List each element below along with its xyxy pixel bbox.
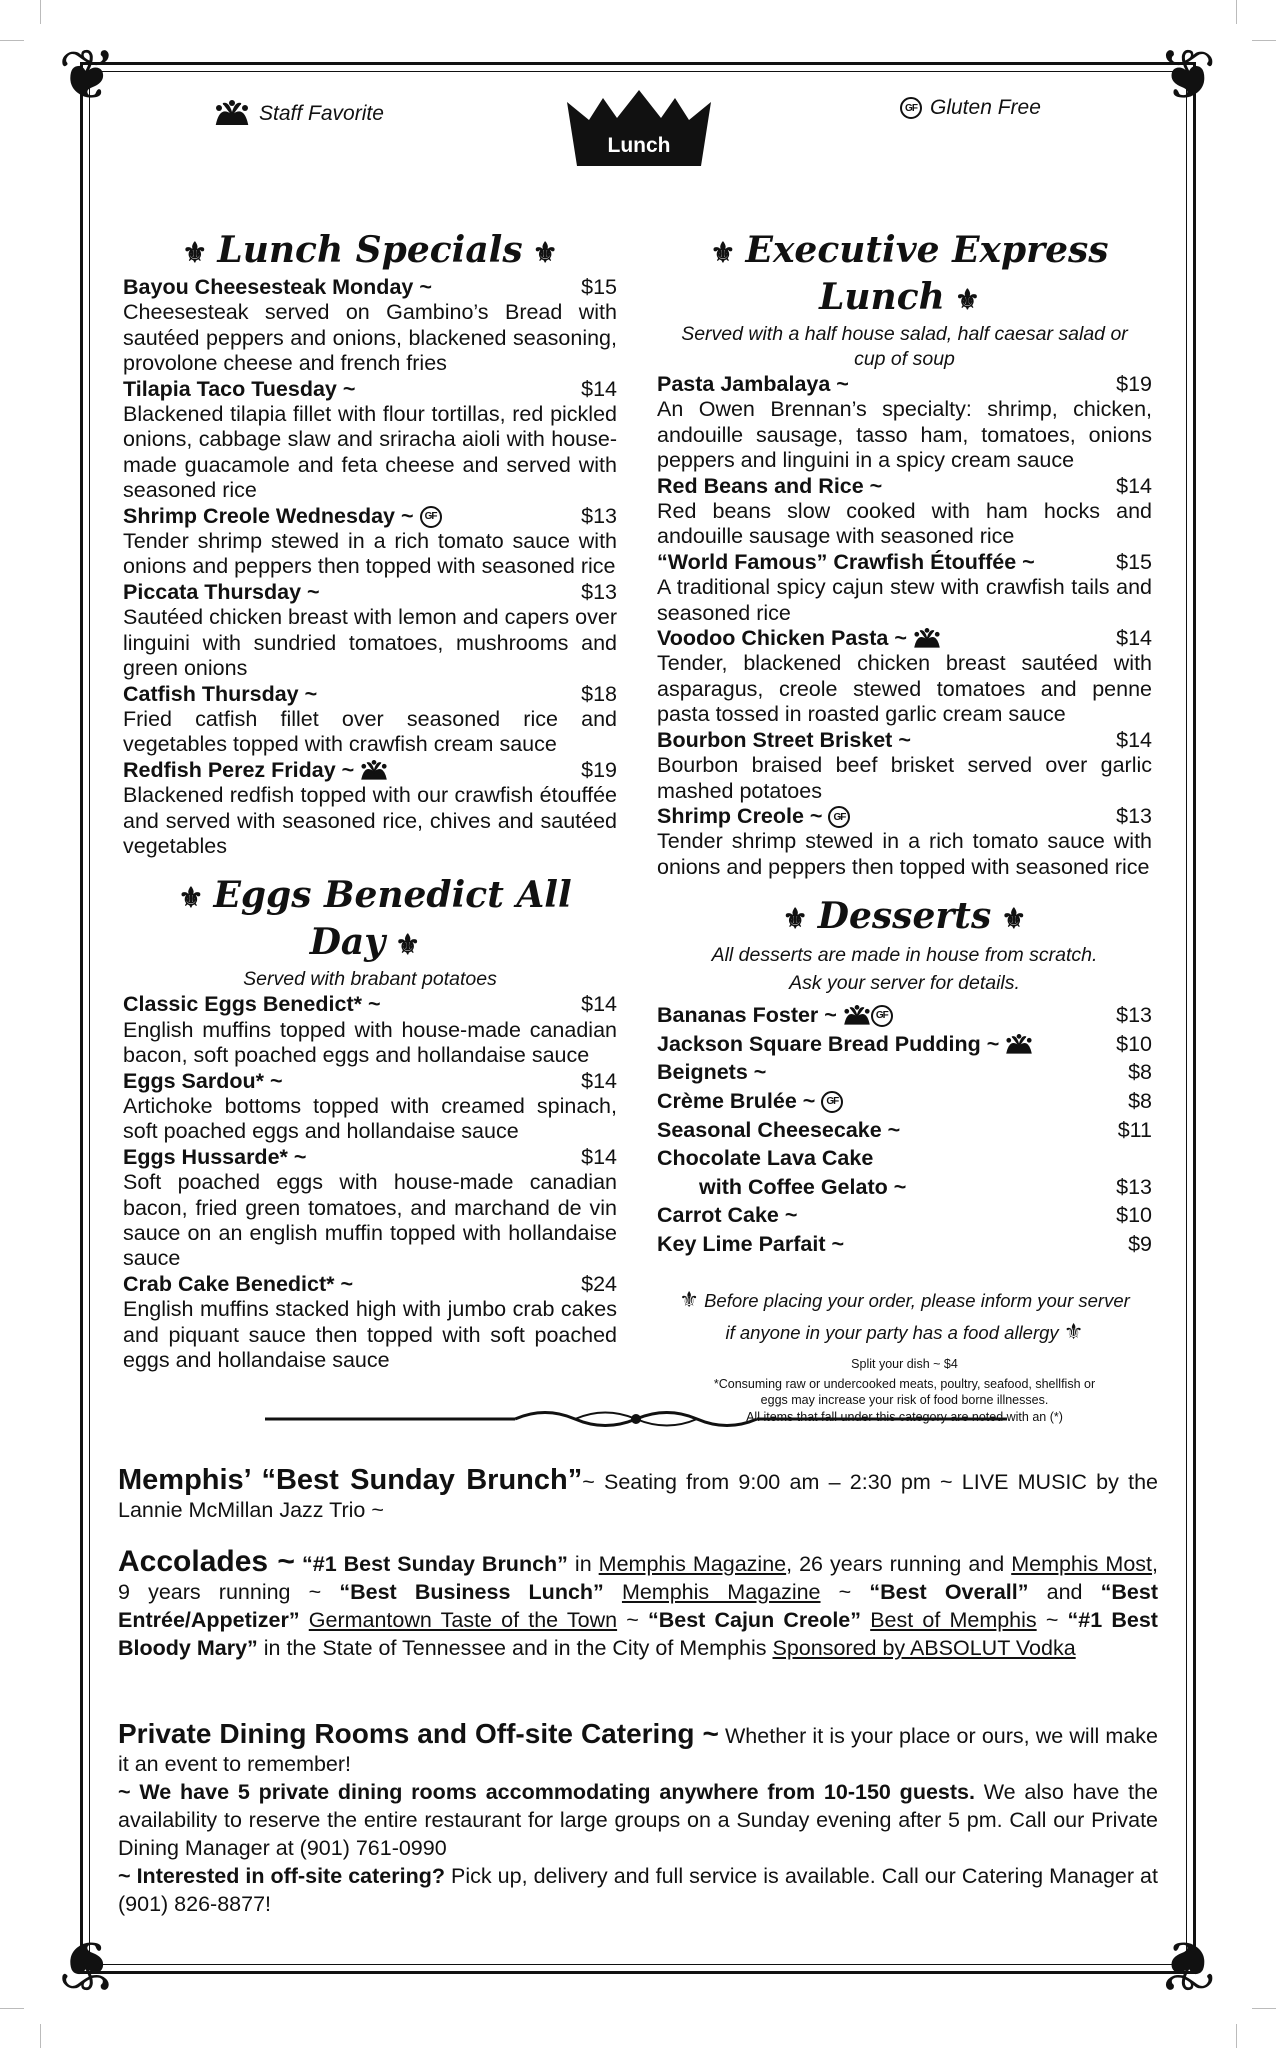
private-dining-title: Private Dining Rooms and Off-site Catering ~: [118, 1718, 719, 1749]
item-price: $14: [581, 992, 617, 1017]
item-description: Cheesesteak served on Gambino’s Bread with sautéed peppers and onions, blackened seasoning, provolone cheese and french fries: [123, 300, 617, 376]
allergy-note: ⚜ Before placing your order, please inform your server if anyone in your party has a food allergy ⚜: [679, 1287, 1130, 1345]
dessert-item: with Coffee Gelato ~ $13: [699, 1174, 1152, 1199]
item-description: English muffins stacked high with jumbo crab cakes and piquant sauce then topped with soft poached eggs and hollandaise sauce: [123, 1297, 617, 1373]
fleur-de-lis-icon: ⚜: [782, 902, 808, 936]
corner-flourish-icon: ❦: [58, 1924, 117, 2006]
lunch-specials-title: ⚜ Lunch Specials ⚜: [182, 229, 558, 271]
item-price: $13: [1116, 803, 1152, 828]
crop-mark: [1252, 2008, 1276, 2009]
gluten-free-icon: GF: [871, 1005, 893, 1027]
eggs-benedict-subtitle: Served with brabant potatoes: [243, 968, 497, 991]
item-description: Tender, blackened chicken breast sautéed with asparagus, creole stewed tomatoes and penne pasta tossed in roasted garlic cream sauce: [657, 651, 1152, 727]
item-price: $15: [1116, 549, 1152, 574]
item-price: $14: [581, 1068, 617, 1093]
desserts-subtitle: All desserts are made in house from scratch.: [711, 944, 1098, 967]
item-description: Tender shrimp stewed in a rich tomato sauce with onions and peppers then topped with seasoned rice: [657, 829, 1152, 879]
dessert-item: Carrot Cake ~ $10: [657, 1203, 1152, 1228]
menu-item: [123, 580, 617, 682]
item-name: Shrimp Creole Wednesday ~: [123, 503, 414, 528]
item-name: Bayou Cheesesteak Monday ~: [123, 275, 432, 299]
item-price: $15: [581, 275, 617, 299]
brunch-text: ~ Seating from 9:00 am – 2:30 pm ~ LIVE MUSIC by the Lannie McMillan Jazz Trio ~: [118, 1470, 1158, 1522]
executive-express-title: ⚜ Executive Express Lunch ⚜: [710, 229, 1109, 318]
desserts-subtitle: Ask your server for details.: [789, 972, 1020, 995]
corner-flourish-icon: ❦: [1158, 1924, 1217, 2006]
item-price: $14: [1116, 473, 1152, 498]
accolades-title: Accolades ~: [118, 1545, 295, 1578]
fleur-de-lis-icon: ⚜: [679, 1287, 699, 1313]
staff-favorite-label: Staff Favorite: [259, 102, 384, 125]
menu-item: [657, 804, 1152, 880]
dessert-item: Bananas Foster ~ GF $13: [657, 1003, 1152, 1028]
item-name: Catfish Thursday ~: [123, 681, 318, 706]
jester-hat-icon: [913, 628, 941, 650]
item-name: “World Famous” Crawfish Étouffée ~: [657, 549, 1035, 574]
item-description: Bourbon braised beef brisket served over garlic mashed potatoes: [657, 753, 1152, 803]
gluten-free-icon: GF: [420, 506, 442, 528]
item-name: Pasta Jambalaya ~: [657, 372, 849, 396]
item-name: Eggs Hussarde* ~: [123, 1144, 307, 1169]
item-description: Sautéed chicken breast with lemon and capers over linguini with sundried tomatoes, mushrooms and green onions: [123, 605, 617, 681]
corner-flourish-icon: ❦: [1158, 34, 1217, 116]
accolades-section: Accolades ~ “#1 Best Sunday Brunch” in Memphis Magazine, 26 years running and Memphis Most, 9 years running ~ “Best Business Lunch” Memphis Magazine ~ “Best Overall” and “Best Entrée/Appetizer” Germantown Taste of the Town ~ “Best Cajun Creole” Best of Memphis ~ “#1 Best Bloody Mary” in the State of Tennessee and in the City of Memphis Sponsored by ABSOLUT Vodka: [118, 1545, 1158, 1660]
fleur-de-lis-icon: ⚜: [178, 881, 204, 915]
menu-item: [657, 474, 1152, 550]
dessert-item: Key Lime Parfait ~ $9: [657, 1231, 1152, 1256]
menu-item: [657, 550, 1152, 626]
item-price: $14: [581, 376, 617, 401]
fleur-de-lis-icon: ⚜: [532, 236, 558, 269]
eggs-benedict-title: ⚜ Eggs Benedict All Day ⚜: [178, 874, 572, 964]
menu-item: [123, 992, 617, 1068]
crop-mark: [40, 2024, 41, 2048]
item-name: Classic Eggs Benedict* ~: [123, 992, 381, 1017]
item-description: A traditional spicy cajun stew with crawfish tails and seasoned rice: [657, 575, 1152, 625]
fleur-de-lis-icon: ⚜: [395, 928, 421, 962]
fleur-de-lis-icon: ⚜: [954, 283, 980, 316]
fleur-de-lis-icon: ⚜: [182, 236, 208, 269]
dessert-item: Jackson Square Bread Pudding ~ $10: [657, 1031, 1152, 1056]
fleur-de-lis-icon: ⚜: [1001, 902, 1027, 936]
menu-item: [123, 758, 617, 860]
gluten-free-icon: GF: [821, 1091, 843, 1113]
jester-hat-icon: [843, 1005, 871, 1027]
item-description: Blackened tilapia fillet with flour tortillas, red pickled onions, cabbage slaw and sriracha aioli with house-made guacamole and feta cheese and served with seasoned rice: [123, 402, 617, 503]
item-description: Tender shrimp stewed in a rich tomato sauce with onions and peppers then topped with seasoned rice: [123, 529, 617, 579]
menu-item: [123, 1145, 617, 1272]
menu-item: [657, 626, 1152, 728]
item-price: $18: [581, 681, 617, 706]
desserts-title: ⚜ Desserts ⚜: [782, 895, 1027, 938]
menu-item: [123, 682, 617, 758]
crop-mark: [1236, 2024, 1237, 2048]
item-price: $13: [581, 579, 617, 604]
crop-mark: [0, 40, 24, 41]
crown-label: Lunch: [607, 134, 671, 157]
fleur-de-lis-icon: ⚜: [710, 236, 736, 269]
crop-mark: [0, 2008, 24, 2009]
item-description: An Owen Brennan’s specialty: shrimp, chicken, andouille sausage, tasso ham, tomatoes, onions peppers and linguini in a spicy cream sauce: [657, 397, 1152, 473]
item-price: $19: [1116, 372, 1152, 396]
jester-hat-icon: [1005, 1034, 1033, 1056]
menu-item: [123, 1272, 617, 1374]
item-name: Bourbon Street Brisket ~: [657, 727, 911, 752]
gluten-free-legend: [900, 96, 1041, 120]
menu-item: [123, 275, 617, 377]
fine-print: Split your dish ~ $4 *Consuming raw or undercooked meats, poultry, seafood, shellfish or eggs may increase your risk of food borne illnesses. All items that fall under this category are noted with an (*): [713, 1357, 1096, 1424]
brunch-section: [118, 1466, 1158, 1524]
menu-item: [123, 1069, 617, 1145]
menu-item: [123, 377, 617, 504]
item-description: Soft poached eggs with house-made canadian bacon, fried green tomatoes, and marchand de vin sauce on an english muffin topped with hollandaise sauce: [123, 1170, 617, 1271]
item-name: Shrimp Creole ~: [657, 803, 823, 828]
executive-express-subtitle: Served with a half house salad, half caesar salad or cup of soup: [681, 323, 1128, 370]
item-price: $14: [1116, 626, 1152, 651]
item-name: Eggs Sardou* ~: [123, 1068, 283, 1093]
right-column: [657, 228, 1152, 1425]
jester-hat-icon: [215, 100, 249, 128]
item-name: Tilapia Taco Tuesday ~: [123, 376, 356, 401]
item-price: $14: [581, 1144, 617, 1169]
dessert-item: Beignets ~ $8: [657, 1060, 1152, 1085]
crop-mark: [1252, 40, 1276, 41]
left-column: [123, 228, 617, 1373]
item-name: Red Beans and Rice ~: [657, 473, 883, 498]
item-name: Voodoo Chicken Pasta ~: [657, 626, 907, 651]
dessert-item: Crème Brulée ~ GF $8: [657, 1088, 1152, 1113]
brunch-title: Memphis’ “Best Sunday Brunch”: [118, 1464, 583, 1496]
item-name: Redfish Perez Friday ~: [123, 757, 355, 782]
crop-mark: [40, 0, 41, 24]
item-price: $14: [1116, 727, 1152, 752]
menu-item: [123, 504, 617, 580]
dessert-item: Chocolate Lava Cake: [657, 1146, 874, 1171]
item-price: $13: [581, 503, 617, 528]
private-dining-section: Private Dining Rooms and Off-site Catering ~ Whether it is your place or ours, we will make it an event to remember! ~ We have 5 private dining rooms accommodating anywhere from 10-150 guests. We also have the availability to reserve the entire restaurant for large groups on a Sunday evening after 5 pm. Call our Private Dining Manager at (901) 761-0990 ~ Interested in off-site catering? Pick up, delivery and full service is available. Call our Catering Manager at (901) 826-8877!: [118, 1718, 1158, 1916]
item-description: Fried catfish fillet over seasoned rice and vegetables topped with crawfish cream sauce: [123, 706, 617, 757]
menu-item: [657, 372, 1152, 474]
fleur-de-lis-icon: ⚜: [1063, 1319, 1084, 1345]
menu-item: [657, 728, 1152, 804]
item-description: English muffins topped with house-made canadian bacon, soft poached eggs and hollandaise sauce: [123, 1017, 617, 1068]
crop-mark: [1236, 0, 1237, 24]
ornamental-divider: [265, 1404, 1007, 1434]
item-price: $24: [581, 1271, 617, 1296]
item-price: $19: [581, 757, 617, 782]
item-name: Crab Cake Benedict* ~: [123, 1271, 354, 1296]
item-name: Piccata Thursday ~: [123, 579, 320, 604]
staff-favorite-legend: [215, 100, 384, 128]
gluten-free-icon: GF: [900, 97, 922, 119]
item-description: Blackened redfish topped with our crawfish étouffée and served with seasoned rice, chives and sautéed vegetables: [123, 783, 617, 858]
gluten-free-label: Gluten Free: [930, 96, 1041, 119]
corner-flourish-icon: ❦: [58, 34, 117, 116]
item-description: Red beans slow cooked with ham hocks and andouille sausage with seasoned rice: [657, 499, 1152, 549]
gluten-free-icon: GF: [828, 806, 850, 828]
jester-hat-icon: [360, 760, 388, 782]
item-description: Artichoke bottoms topped with creamed spinach, soft poached eggs and hollandaise sauce: [123, 1093, 617, 1144]
dessert-item: Seasonal Cheesecake ~ $11: [657, 1117, 1152, 1142]
